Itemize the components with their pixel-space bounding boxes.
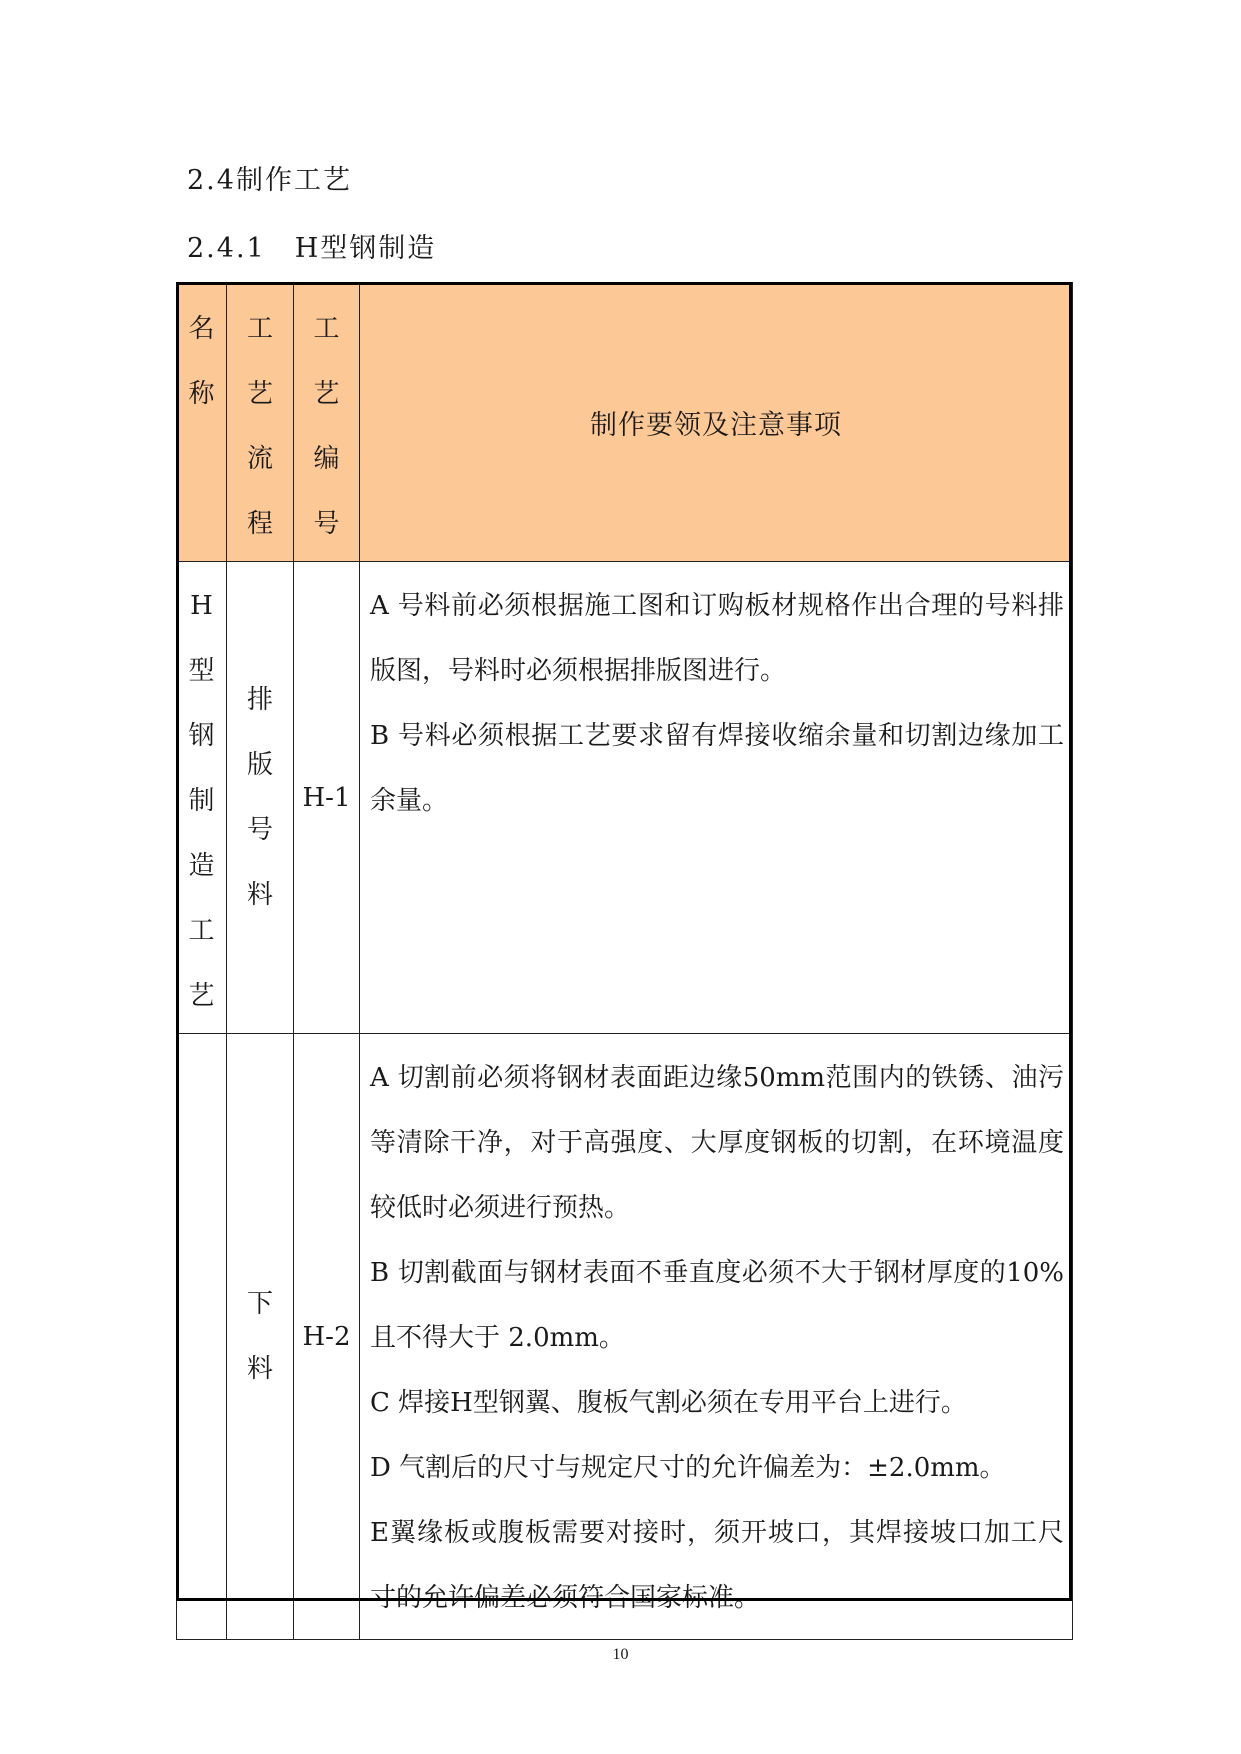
description-item: D 气割后的尺寸与规定尺寸的允许偏差为：±2.0mm。 (370, 1453, 1006, 1483)
group-name: H型钢制造工艺 (188, 591, 215, 1011)
description-item: A 号料前必须根据施工图和订购板材规格作出合理的号料排版图，号料时必须根据排版图进行。 (370, 591, 1064, 686)
description-cell (360, 1034, 1073, 1640)
description-item: E翼缘板或腹板需要对接时，须开坡口，其焊接坡口加工尺寸的允许偏差必须符合国家标准。 (370, 1518, 1064, 1613)
flow-cell (227, 562, 294, 1034)
process-code: H-1 (294, 562, 360, 1034)
process-code: H-2 (294, 1034, 360, 1640)
table-header-row (177, 283, 1073, 562)
header-description: 制作要领及注意事项 (360, 283, 1073, 562)
process-flow: 下料 (246, 1288, 273, 1384)
process-table (176, 282, 1073, 1640)
header-code-cell (294, 283, 360, 562)
process-flow: 排版号料 (246, 684, 273, 910)
flow-cell (227, 1034, 294, 1640)
header-name-cell (177, 283, 227, 562)
group-name-cell (177, 562, 227, 1034)
description-item: B 号料必须根据工艺要求留有焊接收缩余量和切割边缘加工余量。 (370, 721, 1064, 816)
description-cell (360, 562, 1073, 1034)
header-process-flow: 工艺流程 (246, 314, 273, 539)
table-row (177, 562, 1073, 1034)
section-heading: 2.4制作工艺 (187, 165, 352, 196)
header-name: 名称 (188, 314, 215, 409)
description-item: A 切割前必须将钢材表面距边缘50mm范围内的铁锈、油污等清除干净，对于高强度、大厚度钢板的切割，在环境温度较低时必须进行预热。 (370, 1063, 1064, 1223)
subsection-heading: 2.4.1 H型钢制造 (187, 233, 437, 264)
header-process-code: 工艺编号 (313, 314, 340, 539)
table-row (177, 1034, 1073, 1640)
empty-name-cell (177, 1034, 227, 1640)
header-flow-cell (227, 283, 294, 562)
description-item: C 焊接H型钢翼、腹板气割必须在专用平台上进行。 (370, 1388, 967, 1418)
page-number: 10 (612, 1646, 629, 1663)
description-item: B 切割截面与钢材表面不垂直度必须不大于钢材厚度的10%且不得大于 2.0mm。 (370, 1258, 1064, 1353)
